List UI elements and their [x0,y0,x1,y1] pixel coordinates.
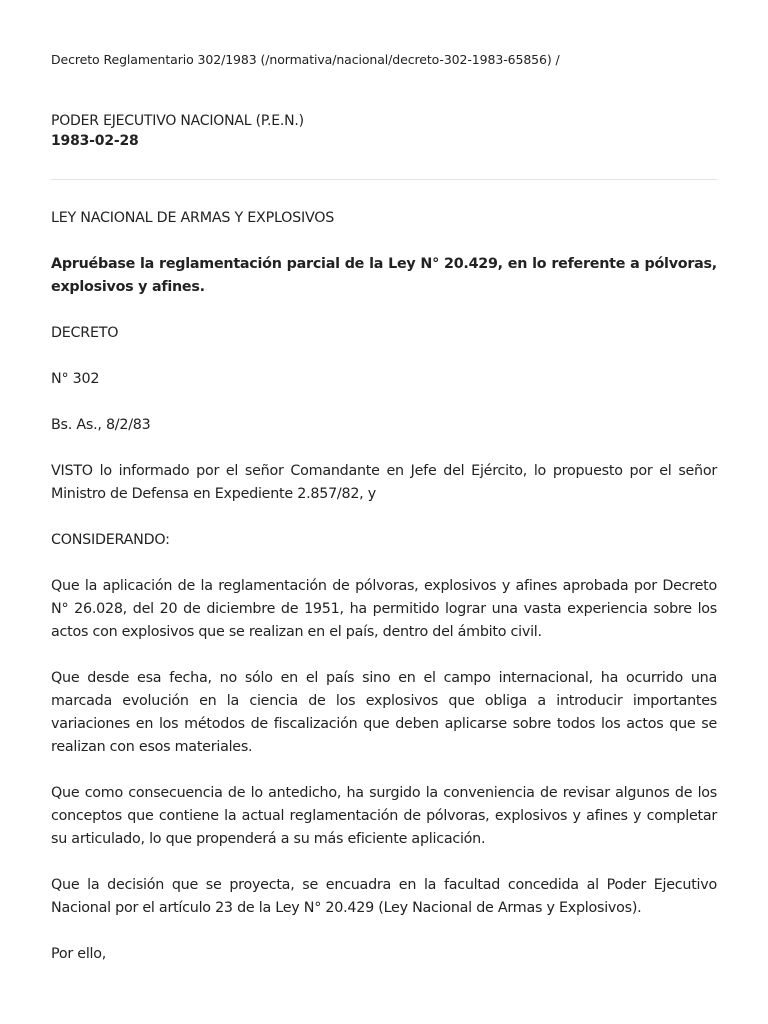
issuer-heading: PODER EJECUTIVO NACIONAL (P.E.N.) [51,113,304,129]
considerando-paragraph-2: Que desde esa fecha, no sólo en el país sino en el campo internacional, ha ocurrido una marcada evolución en la ciencia de los explosivos que obliga a introducir importantes variaciones en los métodos de fiscalización que deben aplicarse sobre todos los actos que se realizan con esos materiales. [51,670,717,755]
divider [51,179,717,180]
considerando-paragraph-4: Que la decisión que se proyecta, se encuadra en la facultad concedida al Poder Ejecutivo Nacional por el artículo 23 de la Ley N° 20.429 (Ley Nacional de Armas y Explosivos). [51,877,717,916]
document-body [51,207,717,989]
law-title: LEY NACIONAL DE ARMAS Y EXPLOSIVOS [51,210,335,226]
breadcrumb: Decreto Reglamentario 302/1983 (/normativa/nacional/decreto-302-1983-65856) / [51,52,560,67]
decree-label: DECRETO [51,325,119,341]
por-ello: Por ello, [51,946,107,962]
place-date: Bs. As., 8/2/83 [51,417,151,433]
considerando-paragraph-1: Que la aplicación de la reglamentación de pólvoras, explosivos y afines aprobada por Decreto N° 26.028, del 20 de diciembre de 1951, ha permitido lograr una vasta experiencia sobre los actos con explosivos que se realizan en el país, dentro del ámbito civil. [51,578,717,640]
considerando-label: CONSIDERANDO: [51,532,170,548]
decree-number: N° 302 [51,371,100,387]
publication-date: 1983-02-28 [51,133,139,149]
visto-paragraph: VISTO lo informado por el señor Comandante en Jefe del Ejército, lo propuesto por el señor Ministro de Defensa en Expediente 2.857/82, y [51,463,717,502]
considerando-paragraph-3: Que como consecuencia de lo antedicho, ha surgido la conveniencia de revisar algunos de los conceptos que contiene la actual reglamentación de pólvoras, explosivos y afines y completar su articulado, lo que propenderá a su más eficiente aplicación. [51,785,717,847]
decree-summary: Apruébase la reglamentación parcial de la Ley N° 20.429, en lo referente a pólvoras, explosivos y afines. [51,256,717,295]
